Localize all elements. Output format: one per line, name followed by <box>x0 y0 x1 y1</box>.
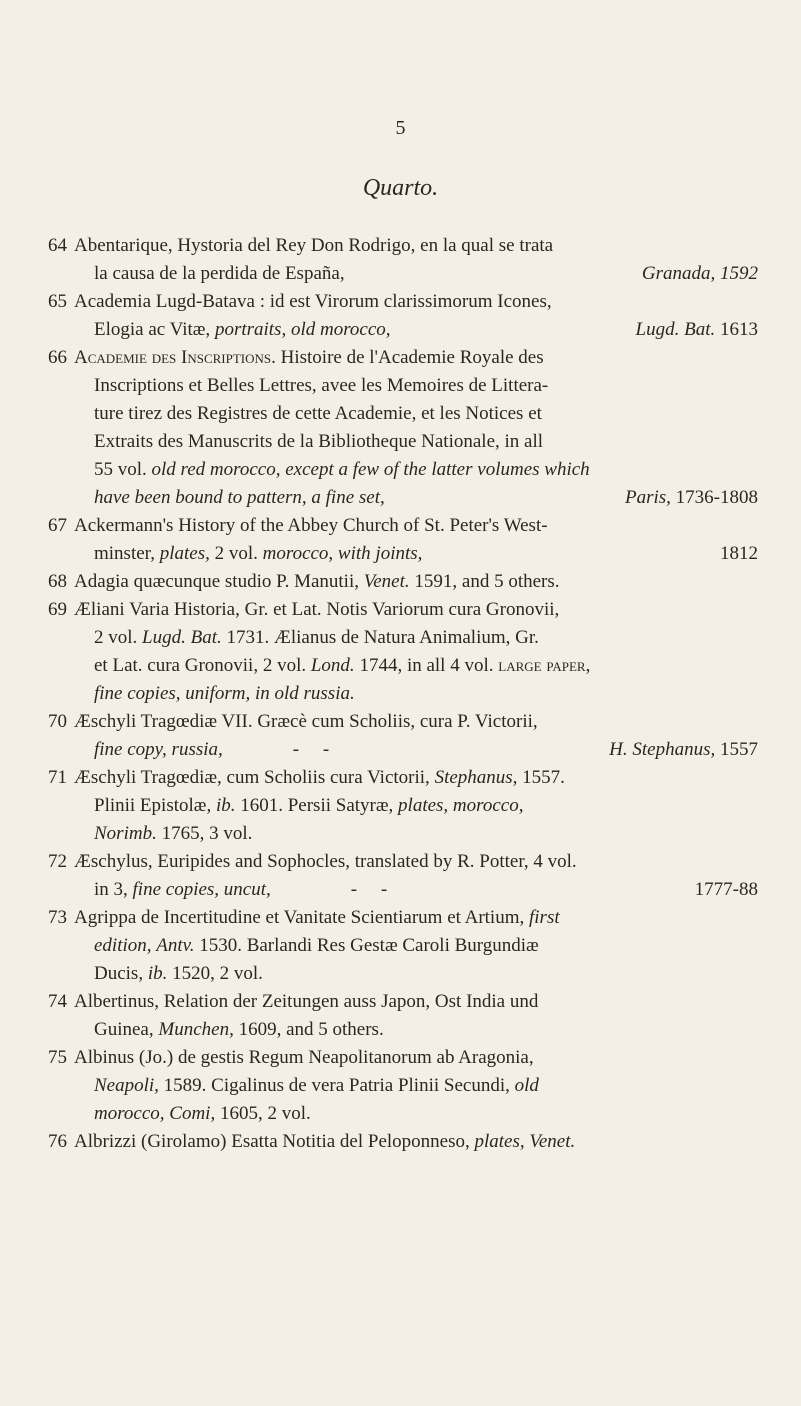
entry-text: 1589. Cigalinus de vera Patria Plinii Secundi, <box>163 1075 510 1096</box>
entry-text: 1601. Persii Satyræ, <box>240 795 394 816</box>
entry-line <box>74 1016 758 1044</box>
entry-place: Venet. <box>363 571 410 592</box>
page-number: 5 <box>395 117 406 139</box>
entry-line <box>74 1128 758 1156</box>
entry-heading: Academie des Inscriptions. <box>74 347 276 368</box>
entry-text: Plinii Epistolæ, <box>94 795 212 816</box>
entry-place: Comi, <box>169 1103 216 1124</box>
entry-line <box>74 624 758 652</box>
entry-binding: plates, Venet. <box>474 1131 576 1152</box>
entry-line: ture tirez des Registres de cette Academie, et les Notices et <box>94 403 542 424</box>
entry-line <box>74 904 758 932</box>
entry-line: Albinus (Jo.) de gestis Regum Neapolitanorum ab Aragonia, <box>74 1047 534 1068</box>
catalogue-entry <box>48 848 758 904</box>
entry-date: 1605, 2 vol. <box>219 1103 311 1124</box>
entry-date: 1812 <box>720 543 758 564</box>
entry-date: 1736-1808 <box>675 487 758 508</box>
entry-line <box>74 876 758 904</box>
entry-line <box>74 932 758 960</box>
entry-binding: fine copies, uncut, <box>132 879 271 900</box>
catalogue-entry <box>48 764 758 848</box>
entry-number: 73 <box>48 907 67 928</box>
entry-text: Elogia ac Vitæ, <box>94 319 211 340</box>
catalogue-entry <box>48 512 758 568</box>
entry-place: Norimb. <box>94 823 157 844</box>
entry-line <box>74 484 758 512</box>
entry-printer: Stephanus, <box>434 767 518 788</box>
entry-date: 1777-88 <box>694 879 758 900</box>
catalogue-entry <box>48 904 758 988</box>
entry-text: Albrizzi (Girolamo) Esatta Notitia del Peloponneso, <box>74 1131 470 1152</box>
entry-line <box>74 260 758 288</box>
catalogue-entry <box>48 1044 758 1128</box>
entry-line: Inscriptions et Belles Lettres, avee les Memoires de Littera- <box>94 375 549 396</box>
entry-line <box>74 568 758 596</box>
entry-note: first <box>529 907 560 928</box>
entry-line: Albertinus, Relation der Zeitungen auss Japon, Ost India und <box>74 991 539 1012</box>
entry-line: Æliani Varia Historia, Gr. et Lat. Notis Variorum cura Gronovii, <box>74 599 560 620</box>
entry-line <box>74 736 758 764</box>
entry-place: Paris, <box>624 487 671 508</box>
entry-text: Guinea, <box>94 1019 154 1040</box>
entry-number: 74 <box>48 991 67 1012</box>
entry-date: 1609, and 5 others. <box>238 1019 384 1040</box>
entry-line: Extraits des Manuscrits de la Bibliotheque Nationale, in all <box>94 431 544 452</box>
entry-number: 76 <box>48 1131 67 1152</box>
entry-place: ib. <box>147 963 168 984</box>
entry-line <box>74 344 758 372</box>
entry-imprint <box>625 484 758 512</box>
entry-place: Antv. <box>156 935 195 956</box>
entry-number: 67 <box>48 515 67 536</box>
entry-number: 71 <box>48 767 67 788</box>
entry-number: 70 <box>48 711 67 732</box>
entry-text: la causa de la perdida de España, <box>94 263 345 284</box>
entry-text: 1530. Barlandi Res Gestæ Caroli Burgundiæ <box>199 935 539 956</box>
catalogue-entry <box>48 1128 758 1156</box>
entry-imprint <box>642 260 758 288</box>
entry-binding: plates, morocco, <box>398 795 524 816</box>
entry-text: 2 vol. <box>214 543 258 564</box>
entry-line <box>74 456 758 484</box>
catalogue-entry <box>48 708 758 764</box>
entry-binding: morocco, with joints, <box>262 543 423 564</box>
entry-place: Neapoli, <box>94 1075 159 1096</box>
entry-imprint <box>636 316 758 344</box>
catalogue-entry <box>48 344 758 512</box>
entry-text: 1744, in all 4 vol. <box>359 655 494 676</box>
entry-line: Æschylus, Euripides and Sophocles, translated by R. Potter, 4 vol. <box>74 851 577 872</box>
entry-line <box>74 792 758 820</box>
entry-date: 1557. <box>522 767 565 788</box>
entry-place: Lugd. Bat. <box>635 319 716 340</box>
entry-place: ib. <box>215 795 236 816</box>
entry-text: 2 vol. <box>94 627 138 648</box>
entry-line <box>74 652 758 680</box>
entry-binding: old <box>514 1075 539 1096</box>
entry-number: 65 <box>48 291 67 312</box>
entry-line: Abentarique, Hystoria del Rey Don Rodrigo, en la qual se trata <box>74 235 554 256</box>
entry-text: minster, <box>94 543 155 564</box>
entry-binding: have been bound to pattern, a fine set, <box>94 487 385 508</box>
catalogue-entry <box>48 288 758 344</box>
entry-date: 1520, 2 vol. <box>172 963 263 984</box>
entry-line <box>74 820 758 848</box>
entry-note: edition, <box>94 935 152 956</box>
entry-place: Munchen, <box>158 1019 234 1040</box>
section-title: Quarto. <box>362 175 439 201</box>
entry-place: Lond. <box>310 655 355 676</box>
entry-line: Æschyli Tragœdiæ VII. Græcè cum Scholiis, cura P. Victorii, <box>74 711 538 732</box>
entry-place: Lugd. Bat. <box>142 627 222 648</box>
entry-dashes: - - <box>292 739 330 760</box>
entry-number: 64 <box>48 235 67 256</box>
entry-text: 55 vol. <box>94 459 147 480</box>
entry-line <box>74 960 758 988</box>
entry-date: 1557 <box>720 739 758 760</box>
entry-line <box>74 764 758 792</box>
entry-binding: old red morocco, except a few of the latter volumes which <box>151 459 590 480</box>
entry-printer: H. Stephanus, <box>609 739 716 760</box>
entry-number: 69 <box>48 599 67 620</box>
entry-binding: plates, <box>159 543 210 564</box>
catalogue-entry <box>48 596 758 708</box>
entry-line <box>74 540 758 568</box>
catalogue-entry <box>48 988 758 1044</box>
catalogue-entries <box>48 232 758 1156</box>
entry-line <box>74 1100 758 1128</box>
entry-text: Agrippa de Incertitudine et Vanitate Scientiarum et Artium, <box>74 907 525 928</box>
entry-binding: portraits, old morocco, <box>214 319 391 340</box>
entry-text: Æschyli Tragœdiæ, cum Scholiis cura Victorii, <box>74 767 430 788</box>
entry-text: et Lat. cura Gronovii, 2 vol. <box>94 655 307 676</box>
entry-imprint-text: Granada, 1592 <box>641 263 758 284</box>
entry-binding: fine copy, russia, <box>94 739 223 760</box>
entry-format: large paper, <box>498 655 591 676</box>
entry-date: 1591, and 5 others. <box>414 571 560 592</box>
entry-line: Ackermann's History of the Abbey Church of St. Peter's West- <box>74 515 548 536</box>
entry-binding: fine copies, uniform, in old russia. <box>94 683 355 704</box>
entry-number: 72 <box>48 851 67 872</box>
entry-line <box>74 316 758 344</box>
entry-text: Adagia quæcunque studio P. Manutii, <box>74 571 359 592</box>
entry-binding: morocco, <box>94 1103 165 1124</box>
entry-text: Histoire de l'Academie Royale des <box>280 347 544 368</box>
entry-date: 1613 <box>720 319 758 340</box>
entry-line <box>74 1072 758 1100</box>
entry-text: in 3, <box>94 879 128 900</box>
entry-line: Academia Lugd-Batava : id est Virorum clarissimorum Icones, <box>74 291 552 312</box>
entry-dashes: - - <box>350 879 388 900</box>
entry-imprint <box>609 736 758 764</box>
entry-date: 1765, 3 vol. <box>161 823 253 844</box>
entry-number: 75 <box>48 1047 67 1068</box>
entry-text: 1731. Ælianus de Natura Animalium, Gr. <box>226 627 539 648</box>
entry-number: 68 <box>48 571 67 592</box>
catalogue-entry <box>48 568 758 596</box>
entry-text: Ducis, <box>94 963 144 984</box>
entry-line <box>74 680 758 708</box>
catalogue-entry <box>48 232 758 288</box>
entry-number: 66 <box>48 347 67 368</box>
